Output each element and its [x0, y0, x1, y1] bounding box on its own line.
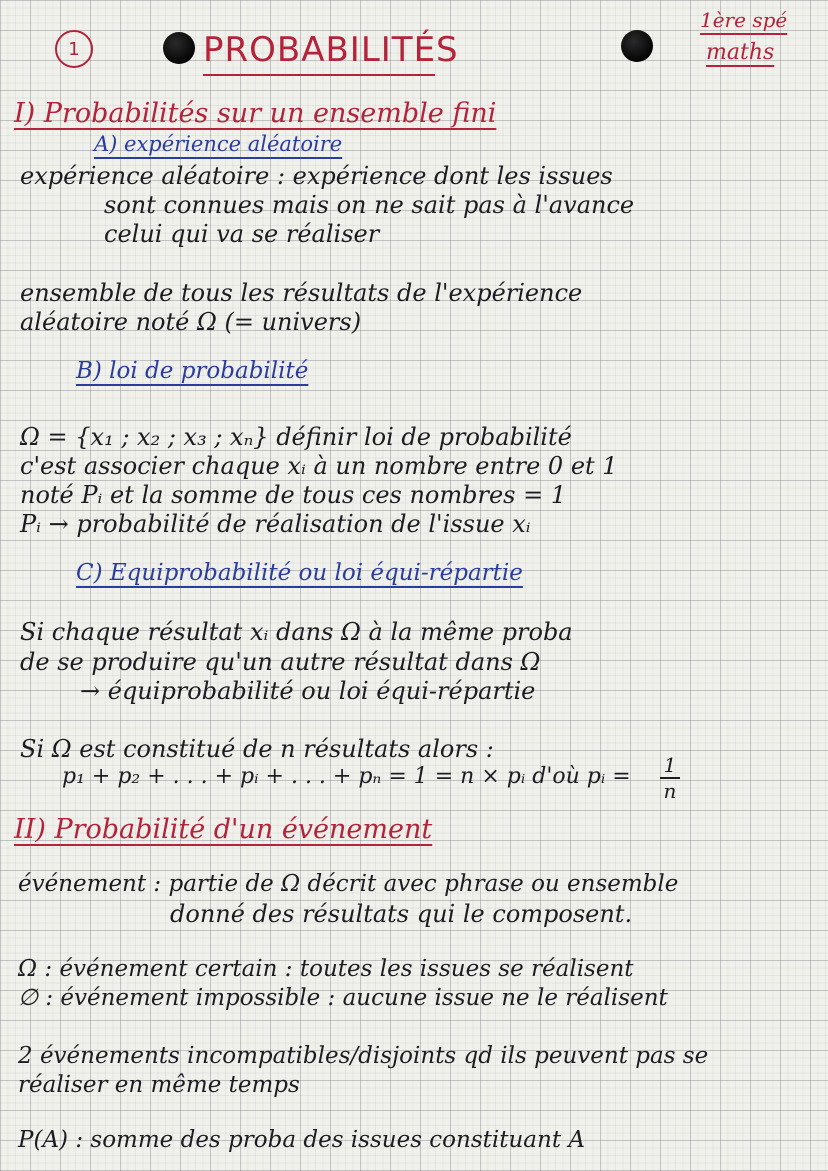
page-number: 1	[68, 38, 80, 60]
text-line: Pᵢ → probabilité de réalisation de l'issue xᵢ	[20, 510, 531, 538]
section-2-heading: II) Probabilité d'un événement	[14, 814, 433, 845]
text-line: Si Ω est constitué de n résultats alors :	[20, 735, 494, 763]
text-line: P(A) : somme des proba des issues constituant A	[18, 1127, 585, 1153]
subsection-c-heading: C) Equiprobabilité ou loi équi-répartie	[76, 560, 523, 586]
formula-line: p₁ + p₂ + . . . + pᵢ + . . . + pₙ = 1 = n × pᵢ d'où pᵢ =	[62, 764, 631, 789]
level-label-line2: maths	[706, 40, 775, 65]
binder-hole-left	[163, 32, 195, 64]
text-line: réaliser en même temps	[18, 1072, 300, 1098]
text-line: de se produire qu'un autre résultat dans Ω	[20, 648, 541, 676]
page-title: PROBABILITÉS	[203, 30, 459, 70]
text-line: celui qui va se réaliser	[104, 220, 380, 248]
text-line: noté Pᵢ et la somme de tous ces nombres = 1	[20, 481, 567, 509]
text-line: Ω : événement certain : toutes les issues se réalisent	[18, 956, 634, 982]
text-line: Si chaque résultat xᵢ dans Ω à la même proba	[20, 618, 573, 646]
fraction-denominator: n	[663, 779, 677, 803]
page-number-circle	[55, 30, 93, 68]
section-1-heading: I) Probabilités sur un ensemble fini	[14, 98, 497, 129]
text-line: Ω = {x₁ ; x₂ ; x₃ ; xₙ} définir loi de probabilité	[20, 423, 572, 451]
level-label-line1: 1ère spé	[700, 8, 788, 32]
text-line: → équiprobabilité ou loi équi-répartie	[80, 677, 536, 705]
subsection-b-heading: B) loi de probabilité	[76, 358, 309, 384]
title-underline	[203, 74, 435, 76]
text-line: ∅ : événement impossible : aucune issue ne le réalisent	[18, 985, 668, 1011]
text-line: c'est associer chaque xᵢ à un nombre entre 0 et 1	[20, 452, 618, 480]
text-line: expérience aléatoire : expérience dont les issues	[20, 162, 613, 190]
text-line: donné des résultats qui le composent.	[170, 900, 633, 928]
text-line: ensemble de tous les résultats de l'expérience	[20, 279, 583, 307]
text-line: sont connues mais on ne sait pas à l'avance	[104, 191, 635, 219]
binder-hole-right	[621, 30, 653, 62]
text-line: aléatoire noté Ω (= univers)	[20, 308, 362, 336]
fraction-one-over-n	[660, 754, 680, 802]
text-line: événement : partie de Ω décrit avec phrase ou ensemble	[18, 871, 679, 897]
text-line: 2 événements incompatibles/disjoints qd ils peuvent pas se	[18, 1043, 709, 1069]
subsection-a-heading: A) expérience aléatoire	[94, 132, 343, 156]
fraction-numerator: 1	[663, 753, 677, 777]
